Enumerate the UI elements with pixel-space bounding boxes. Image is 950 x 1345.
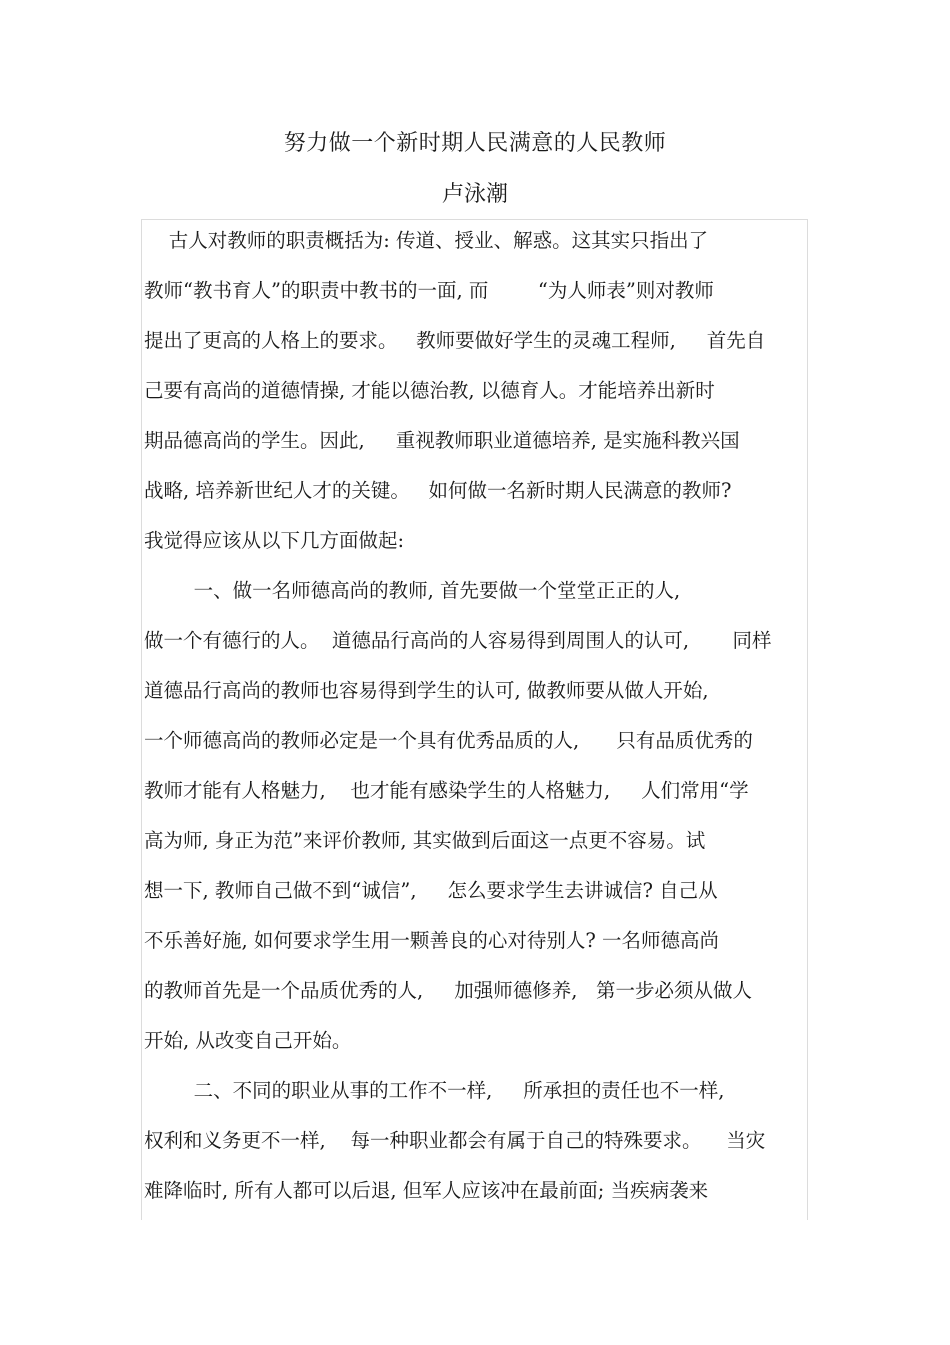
text-frame: [141, 219, 808, 1220]
text-line: 教师“教书育人”的职责中教书的一面, 而 “为人师表”则对教师: [144, 279, 714, 302]
text-line: 想一下, 教师自己做不到“诚信”, 怎么要求学生去讲诚信? 自己从: [144, 879, 718, 902]
text-line: 做一个有德行的人。 道德品行高尚的人容易得到周围人的认可, 同样: [144, 629, 772, 652]
text-line: 一个师德高尚的教师必定是一个具有优秀品质的人, 只有品质优秀的: [144, 729, 753, 752]
text-line: 二、不同的职业从事的工作不一样, 所承担的责任也不一样,: [144, 1079, 725, 1102]
text-line: 期品德高尚的学生。因此, 重视教师职业道德培养, 是实施科教兴国: [144, 429, 740, 452]
text-line: 一、做一名师德高尚的教师, 首先要做一个堂堂正正的人,: [144, 579, 681, 602]
text-line: 开始, 从改变自己开始。: [144, 1029, 352, 1052]
text-line: 权利和义务更不一样, 每一种职业都会有属于自己的特殊要求。 当灾: [144, 1129, 766, 1152]
document-author: 卢泳潮: [441, 182, 508, 207]
text-line: 我觉得应该从以下几方面做起:: [144, 529, 405, 552]
text-line: 道德品行高尚的教师也容易得到学生的认可, 做教师要从做人开始,: [144, 679, 709, 702]
text-line: 不乐善好施, 如何要求学生用一颗善良的心对待别人? 一名师德高尚: [144, 929, 720, 952]
text-line: 教师才能有人格魅力, 也才能有感染学生的人格魅力, 人们常用“学: [144, 779, 749, 802]
text-line: 战略, 培养新世纪人才的关键。 如何做一名新时期人民满意的教师?: [144, 479, 732, 502]
document-title: 努力做一个新时期人民满意的人民教师: [283, 131, 667, 156]
text-line: 高为师, 身正为范”来评价教师, 其实做到后面这一点更不容易。试: [144, 829, 706, 852]
text-line: 的教师首先是一个品质优秀的人, 加强师德修养, 第一步必须从做人: [144, 979, 752, 1002]
text-line: 己要有高尚的道德情操, 才能以德治教, 以德育人。才能培养出新时: [144, 379, 715, 402]
text-line: 难降临时, 所有人都可以后退, 但军人应该冲在最前面; 当疾病袭来: [144, 1179, 709, 1202]
text-line: 古人对教师的职责概括为: 传道、授业、解惑。这其实只指出了: [144, 229, 709, 252]
text-line: 提出了更高的人格上的要求。 教师要做好学生的灵魂工程师, 首先自: [144, 329, 766, 352]
